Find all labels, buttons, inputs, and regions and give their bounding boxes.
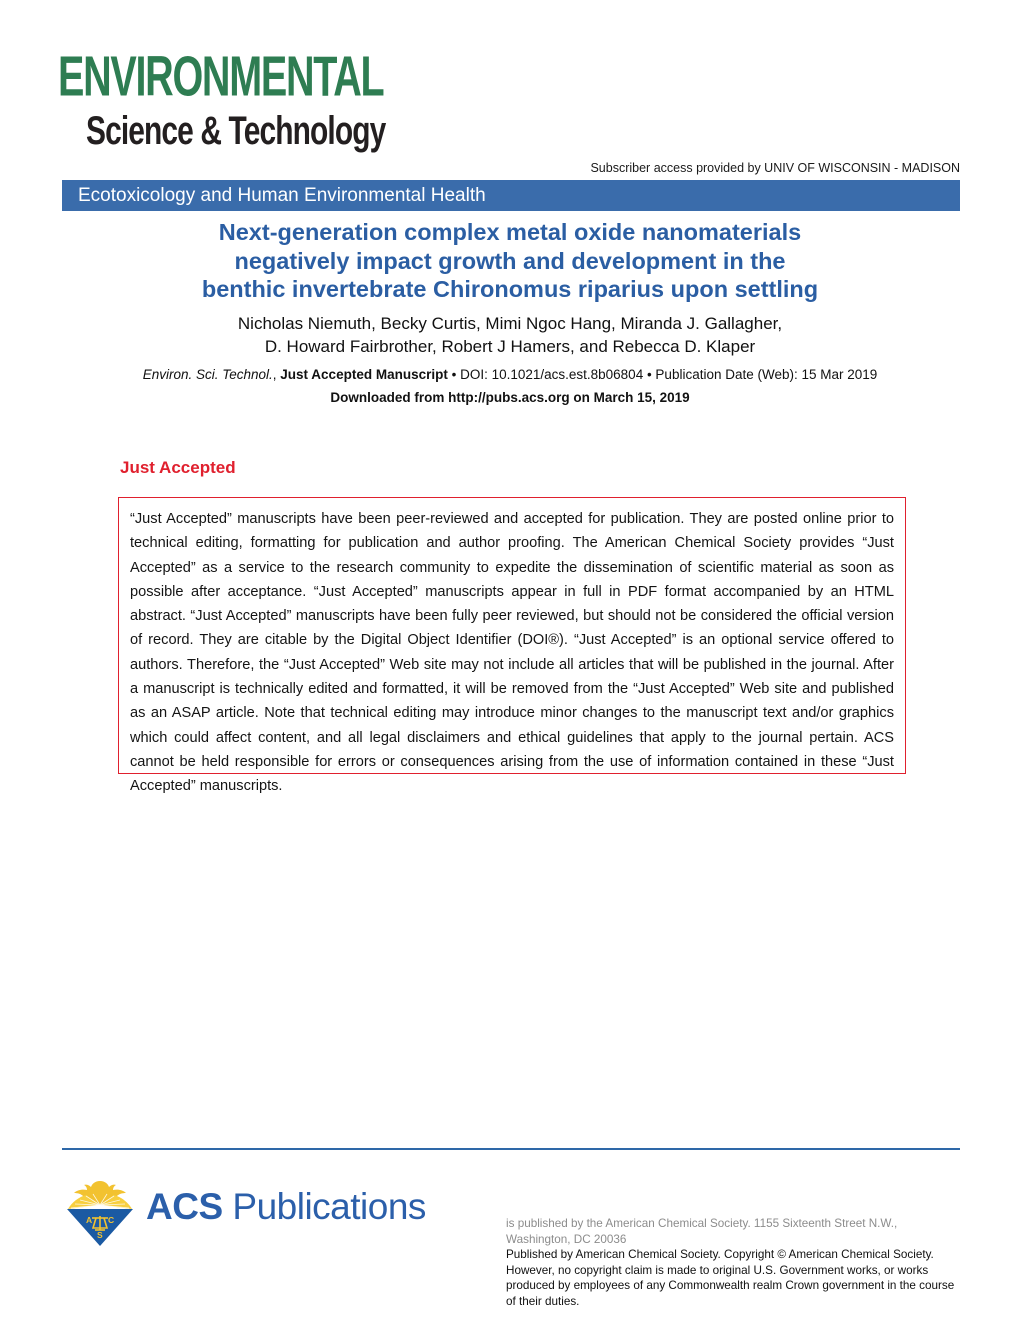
publisher-address-line-2: Washington, DC 20036 <box>506 1232 627 1246</box>
acs-wordmark-acs: ACS <box>146 1186 223 1227</box>
acs-diamond-eagle-icon <box>62 1178 138 1250</box>
citation-journal-name: Environ. Sci. Technol. <box>142 366 273 382</box>
just-accepted-heading: Just Accepted <box>120 458 236 477</box>
acs-letter-a: A <box>86 1215 93 1225</box>
citation-separator: , <box>272 366 281 382</box>
acs-letter-s: S <box>97 1230 103 1240</box>
acs-publications-logo <box>62 1178 426 1248</box>
acs-letter-c: C <box>108 1215 115 1225</box>
downloaded-line: Downloaded from http://pubs.acs.org on March 15, 2019 <box>330 389 690 405</box>
article-title-line-1: Next-generation complex metal oxide nanomaterials <box>218 219 802 245</box>
copyright-line-3: produced by employees of any Commonwealth realm Crown government in the course <box>506 1279 955 1293</box>
citation-line <box>110 367 910 383</box>
section-banner-label: Ecotoxicology and Human Environmental Health <box>78 185 486 206</box>
acs-wordmark-publications: Publications <box>222 1186 426 1227</box>
journal-logo-environmental: ENVIRONMENTAL <box>58 44 384 108</box>
section-banner <box>62 180 960 211</box>
journal-logo <box>58 44 386 154</box>
just-accepted-body-text: “Just Accepted” manuscripts have been peer-reviewed and accepted for publication. They are posted online prior to technical editing, formatting for publication and author proofing. The American Chemical Society provides “Just Accepted” as a service to the research community to expedite the dissemination of scientific material as soon as possible after acceptance. “Just Accepted” manuscripts appear in full in PDF format accompanied by an HTML abstract. “Just Accepted” manuscripts have been fully peer reviewed, but should not be considered the official version of record. They are citable by the Digital Object Identifier (DOI®). “Just Accepted” is an optional service offered to authors. Therefore, the “Just Accepted” Web site may not include all articles that will be published in the journal. After a manuscript is technically edited and formatted, it will be removed from the “Just Accepted” Web site and published as an ASAP article. Note that technical editing may introduce minor changes to the manuscript text and/or graphics which could affect content, and all legal disclaimers and ethical guidelines that apply to the journal pertain. ACS cannot be held responsible for errors or consequences arising from the use of information contained in these “Just Accepted” manuscripts. <box>130 511 894 795</box>
journal-logo-science-technology: Science & Technology <box>86 108 386 154</box>
citation-doi-and-date: • DOI: 10.1021/acs.est.8b06804 • Publication Date (Web): 15 Mar 2019 <box>447 366 878 382</box>
article-title-line-2: negatively impact growth and development in the <box>234 247 786 274</box>
copyright-line-1: Published by American Chemical Society. Copyright © American Chemical Society. <box>506 1248 934 1262</box>
citation-manuscript-type: Just Accepted Manuscript <box>280 366 448 382</box>
publisher-address-line-1: is published by the American Chemical Society. 1155 Sixteenth Street N.W., <box>506 1217 898 1230</box>
just-accepted-disclaimer-box <box>118 497 906 795</box>
subscriber-access-line: Subscriber access provided by UNIV OF WISCONSIN - MADISON <box>590 161 960 175</box>
copyright-line-4: of their duties. <box>506 1294 580 1308</box>
publisher-footer-text <box>506 1216 976 1310</box>
article-title-line-3: benthic invertebrate Chironomus riparius upon settling <box>201 276 819 302</box>
acs-publications-wordmark <box>146 1186 426 1228</box>
author-line-2: D. Howard Fairbrother, Robert J Hamers, and Rebecca D. Klaper <box>264 336 756 356</box>
footer-divider <box>62 1148 960 1150</box>
article-header <box>110 218 910 405</box>
copyright-line-2: However, no copyright claim is made to original U.S. Government works, or works <box>506 1263 929 1277</box>
author-list <box>110 312 910 358</box>
author-line-1: Nicholas Niemuth, Becky Curtis, Mimi Ngoc Hang, Miranda J. Gallagher, <box>237 313 783 333</box>
page-title <box>110 218 910 304</box>
